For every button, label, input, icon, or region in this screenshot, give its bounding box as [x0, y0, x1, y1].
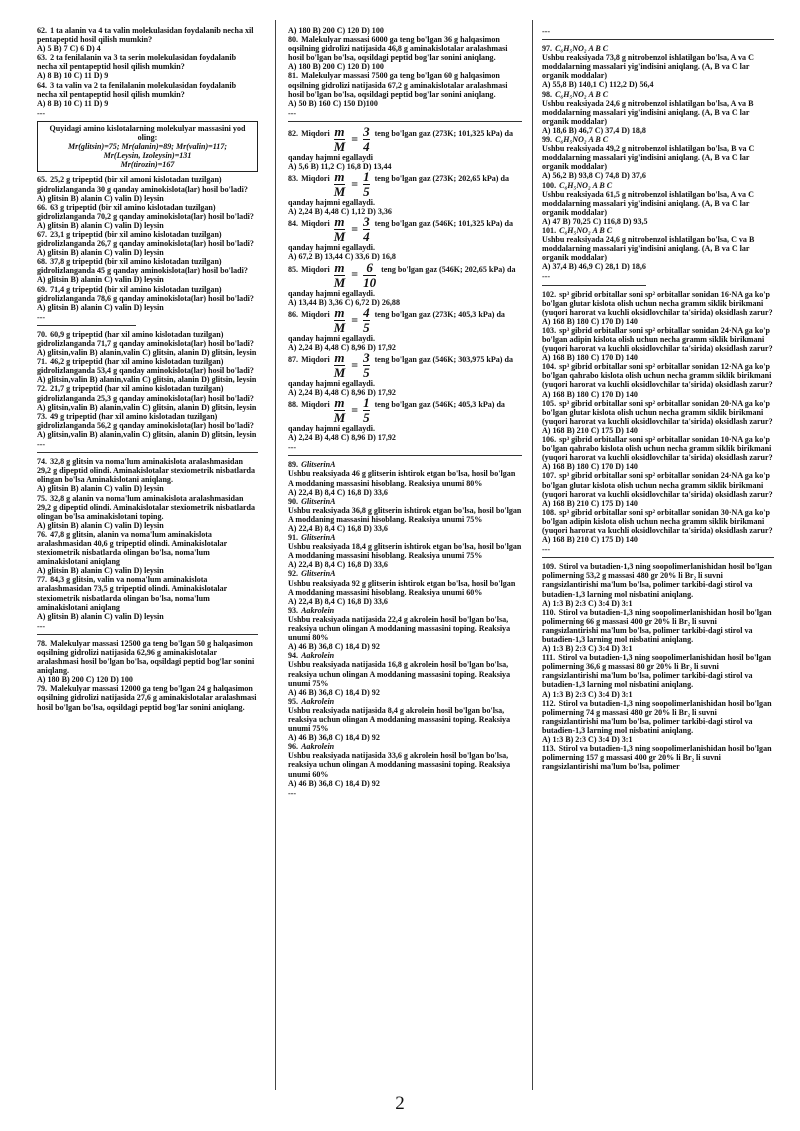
question-94-text: Ushbu reaksiyada natijasida 16,8 g akrolein hosil bo'lgan bo'lsa, reaksiya uchun olingan A moddaning massasini toping. Reaksiya unumi 75% — [288, 660, 511, 688]
options-72: A) glitsin,valin B) alanin,valin C) glitsin, alanin D) glitsin, leysin — [37, 402, 257, 412]
options-89: A) 22,4 B) 8,4 C) 16,8 D) 33,6 — [288, 487, 388, 497]
question-86: 86. Miqdori $\frac{m}{M}$ = $\frac{4}{5}$ teng bo'lgan gaz (273K; 405,3 kPa) da qanday hajmni egallaydi. — [288, 304, 505, 343]
question-101-text: Ushbu reaksiyada 24,6 g nitrobenzol ishlatilgan bo'lsa, C va B moddalarning massalari yig'indisini aniqlang. (A, B va C lar organik moddalar) — [542, 235, 755, 263]
separator: --- — [288, 443, 297, 453]
question-82: 82. Miqdori $\frac{m}{M}$ = $\frac{3}{4}$ teng bo'lgan gaz (273K; 101,325 kPa) da qanday hajmni egallaydi — [288, 123, 513, 162]
separator: --- — [37, 621, 46, 631]
question-85: 85. Miqdori $\frac{m}{M}$ = $\frac{6}{10}$ teng bo'lgan gaz (546K; 202,65 kPa) da qanday hajmni egallaydi. — [288, 259, 516, 298]
options-100: A) 47 B) 70,25 C) 116,8 D) 93,5 — [542, 216, 648, 226]
horizontal-rule — [288, 455, 522, 456]
options-75: A) glitsin B) alanin C) valin D) leysin — [37, 520, 164, 530]
options-71: A) glitsin,valin B) alanin,valin C) glitsin, alanin D) glitsin, leysin — [37, 375, 257, 385]
column-divider — [532, 20, 533, 1090]
separator: --- — [542, 27, 551, 36]
question-68: 68. 37,8 g tripeptid (bir xil amino kislotadan tuzilgan) gidrolizlanganda 45 g qanday aminokislota(lar) hosil bo'ladi? — [37, 257, 248, 276]
reference-title: Quyidagi amino kislotalarning molekulyar massasini yod oling: — [49, 123, 246, 143]
question-113: 113. Stirol va butadien-1,3 ning soopolimerlanishidan hosil bo'lgan polimerning 157 g massasi 400 gr 20% li Br₂ li suvni rangsizlantirishi ma'lum bo'lsa, polimer — [542, 744, 772, 772]
horizontal-rule — [37, 452, 258, 453]
question-108: 108. sp³ gibrid orbitallar soni sp² orbitallar sonidan 30·NA ga ko'p bo'lgan adipin kislota olish uchun necha gramm siklik birikmani (yuqori harorat va kuchli oksidlovchilar ta'sirida) oksidlash zarur? — [542, 507, 773, 535]
reference-line: Mr(glitsin)=75; Mr(alanin)=89; Mr(valin)=117; — [67, 142, 228, 152]
options-64: A) 8 B) 10 C) 11 D) 9 — [37, 98, 109, 108]
options-63: A) 8 B) 10 C) 11 D) 9 — [37, 71, 109, 81]
question-62: 62. 1 ta alanin va 4 ta valin molekulasidan foydalanib necha xil pentapeptid hosil qilish mumkin? — [37, 26, 254, 45]
question-66: 66. 63 g tripeptid (bir xil amino kislotadan tuzilgan) gidrolizlanganda 70,2 g qanday aminokislota(lar) hosil bo'ladi? — [37, 202, 254, 221]
question-92: 92. GlitserinA — [288, 569, 336, 579]
question-107: 107. sp³ gibrid orbitallar soni sp² orbitallar sonidan 24·NA ga ko'p bo'lgan glutar kislota olish uchun necha gramm siklik birikmani (yuqori harorat va kuchli oksidlovchilar ta'sirida) oksidlash zarur? — [542, 471, 773, 499]
question-80: 80. Malekulyar massasi 6000 ga teng bo'lgan 36 g halqasimon oqsilning gidrolizi natijasida 46,8 g aminakislotalar aralashmasi hosil bo'lgan bo'lsa, oqsildagi peptid bog'lar sonini aniqlang. — [288, 35, 508, 63]
options-111: A) 1:3 B) 2:3 C) 3:4 D) 3:1 — [542, 689, 633, 699]
ratio-formula: $\frac{m}{M}$ = $\frac{3}{4}$ — [333, 214, 370, 245]
options-91: A) 22,4 B) 8,4 C) 16,8 D) 33,6 — [288, 560, 388, 570]
question-84: 84. Miqdori $\frac{m}{M}$ = $\frac{3}{4}$ teng bo'lgan gaz (546K; 101,325 kPa) da qanday hajmni egallaydi. — [288, 214, 513, 253]
question-77: 77. 84,3 g glitsin, valin va noma'lum aminakislota aralashmasidan 73,5 g tripeptid olindi. Aminakislotalar stexiometrik nisbatlarda olingan bo'lsa, noma'lum aminakislotani aniqlang — [37, 575, 228, 612]
question-74: 74. 32,8 g glitsin va noma'lum aminakislota aralashmasidan 29,2 g dipeptid olindi. Aminakislotalar stexiometrik nisbatlarda olingan bo'lsa Aminakislotani aniqlang. — [37, 457, 256, 485]
horizontal-rule — [37, 634, 258, 635]
amino-acid-reference-box — [37, 121, 258, 172]
column-divider — [275, 20, 276, 1090]
options-69: A) glitsin B) alanin C) valin D) leysin — [37, 302, 164, 312]
question-103: 103. sp³ gibrid orbitallar soni sp² orbitallar sonidan 24·NA ga ko'p bo'lgan adipin kislota olish uchun necha gramm siklik birikmani (yuqori harorat va kuchli oksidlovchilar ta'sirida) oksidlash zarur? — [542, 325, 773, 354]
options-83: A) 2,24 B) 4,48 C) 1,12 D) 3,36 — [288, 207, 392, 217]
options-109: A) 1:3 B) 2:3 C) 3:4 D) 3:1 — [542, 598, 633, 608]
options-95: A) 46 B) 36,8 C) 18,4 D) 92 — [288, 733, 380, 743]
options-96: A) 46 B) 36,8 C) 18,4 D) 92 — [288, 778, 380, 788]
question-71: 71. 46,2 g tripeptid (har xil amino kislotadan tuzilgan) gidrolizlanganda 53,4 g qanday aminokislota(lar) hosil bo'ladi? — [37, 357, 254, 376]
question-93: 93. Aakrolein — [288, 605, 335, 615]
question-112: 112. Stirol va butadien-1,3 ning soopolimerlanishidan hosil bo'lgan polimerning 74 g massasi 480 gr 20% li Br₂ li suvni rangsizlantirishi ma'lum bo'lsa, polimer tarkibi-dagi stirol va butadien-1,3 larning mol nisbatini aniqlang. — [542, 698, 772, 735]
ratio-formula: $\frac{m}{M}$ = $\frac{1}{5}$ — [333, 169, 370, 200]
question-90: 90. GlitserinA — [288, 496, 336, 506]
horizontal-rule — [542, 39, 774, 40]
options-103: A) 168 B) 180 C) 170 D) 140 — [542, 353, 638, 363]
options-66: A) glitsin B) alanin C) valin D) leysin — [37, 220, 164, 230]
question-99: 99. C₆H₅NO₂ A B C — [542, 135, 609, 145]
options-102: A) 168 B) 180 C) 170 D) 140 — [542, 316, 638, 326]
options-99: A) 56,2 B) 93,8 C) 74,8 D) 37,6 — [542, 171, 646, 181]
options-98: A) 18,6 B) 46,7 C) 37,4 D) 18,8 — [542, 125, 646, 135]
options-79: A) 180 B) 200 C) 120 D) 100 — [288, 26, 384, 35]
question-99-text: Ushbu reaksiyada 49,2 g nitrobenzol ishlatilgan bo'lsa, B va C moddalarning massalari yig'indisini aniqlang. (A, B va C lar organik moddalar) — [542, 144, 755, 172]
question-96-text: Ushbu reaksiyada natijasida 33,6 g akrolein hosil bo'lgan bo'lsa, reaksiya uchun olingan A moddaning massasini toping. Reaksiya unumi 60% — [288, 751, 511, 779]
options-77: A) glitsin B) alanin C) valin D) leysin — [37, 611, 164, 621]
ratio-formula: $\frac{m}{M}$ = $\frac{6}{10}$ — [333, 259, 377, 290]
separator: --- — [37, 108, 46, 118]
options-73: A) glitsin,valin B) alanin,valin C) glitsin, alanin D) glitsin, leysin — [37, 429, 257, 439]
question-111: 111. Stirol va butadien-1,3 ning soopolimerlanishidan hosil bo'lgan polimerning 36,6 g massasi 80 gr 20% li Br₂ li suvni rangsizlantirishi ma'lum bo'lsa, polimer tarkibi-dagi stirol va butadien-1,3 larning mol nisbatini aniqlang. — [542, 653, 772, 690]
question-102: 102. sp³ gibrid orbitallar soni sp² orbitallar sonidan 16·NA ga ko'p bo'lgan glutar kislota olish uchun necha gramm siklik birikmani (yuqori harorat va kuchli oksidlovchilar ta'sirida) oksidlash zarur? — [542, 289, 773, 317]
question-97: 97. C₆H₅NO₂ A B C — [542, 44, 609, 54]
options-76: A) glitsin B) alanin C) valin D) leysin — [37, 566, 164, 576]
options-105: A) 168 B) 210 C) 175 D) 140 — [542, 425, 638, 435]
options-65: A) glitsin B) alanin C) valin D) leysin — [37, 193, 164, 203]
question-100: 100. C₆H₅NO₂ A B C — [542, 180, 613, 190]
question-90-text: Ushbu reaksiyada 36,8 g glitserin ishtirok etgan bo'lsa, hosil bo'lgan A moddaning massasini hisoblang. Reaksiya unumi 75% — [288, 505, 522, 524]
reference-line: Mr(tirozin)=167 — [120, 160, 175, 170]
options-67: A) glitsin B) alanin C) valin D) leysin — [37, 248, 164, 258]
question-78: 78. Malekulyar massasi 12500 ga teng bo'lgan 50 g halqasimon oqsilning gidrolizi natijasida 62,96 g aminakislotalar aralashmasi hosil bo'lgan bo'lsa, oqsildagi peptid bog'lar sonini aniqlang. — [37, 638, 255, 676]
options-85: A) 13,44 B) 3,36 C) 6,72 D) 26,88 — [288, 297, 400, 307]
question-100-text: Ushbu reaksiyada 61,5 g nitrobenzol ishlatilgan bo'lsa, A va C moddalarning massalari yig'indisini aniqlang. (A, B va C lar organik moddalar) — [542, 189, 754, 217]
question-83: 83. Miqdori $\frac{m}{M}$ = $\frac{1}{5}$ teng bo'lgan gaz (273K; 202,65 kPa) da qanday hajmni egallaydi. — [288, 169, 509, 208]
question-98-text: Ushbu reaksiyada 24,6 g nitrobenzol ishlatilgan bo'lsa, A va B moddalarning massalari yig'indisini aniqlang. (A, B va C lar organik moddalar) — [542, 98, 754, 126]
question-89-text: Ushbu reaksiyada 46 g glitserin ishtirok etgan bo'lsa, hosil bo'lgan A moddaning massasini hisoblang. Reaksiya unumi 80% — [288, 469, 516, 488]
horizontal-rule — [37, 325, 136, 326]
options-108: A) 168 B) 210 C) 175 D) 140 — [542, 535, 638, 545]
question-106: 106. sp³ gibrid orbitallar soni sp² orbitallar sonidan 10·NA ga ko'p bo'lgan qahrabo kislota olish uchun necha gramm siklik birikmani (yuqori harorat va kuchli oksidlovchilar ta'sirida) oksidlash zarur? — [542, 435, 773, 463]
separator: --- — [37, 440, 46, 450]
options-86: A) 2,24 B) 4,48 C) 8,96 D) 17,92 — [288, 342, 396, 352]
options-112: A) 1:3 B) 2:3 C) 3:4 D) 3:1 — [542, 735, 633, 745]
options-110: A) 1:3 B) 2:3 C) 3:4 D) 3:1 — [542, 644, 633, 654]
separator: --- — [542, 272, 551, 282]
options-104: A) 168 B) 180 C) 170 D) 140 — [542, 389, 638, 399]
question-79: 79. Malekulyar massasi 12000 ga teng bo'lgan 24 g halqasimon oqsilning gidrolizi natijasida 27,6 g aminakislotalar aralashmasi hosil bo'lgan bo'lsa, oqsildagi peptid bog'lar sonini aniqlang. — [37, 684, 257, 712]
separator: --- — [288, 788, 297, 798]
question-95-text: Ushbu reaksiyada natijasida 8,4 g akrolein hosil bo'lgan bo'lsa, reaksiya uchun olingan A moddaning massasini toping. Reaksiya unumi 75% — [288, 705, 511, 734]
options-107: A) 168 B) 210 C) 175 D) 140 — [542, 498, 638, 508]
column-left — [37, 26, 258, 1076]
question-88: 88. Miqdori $\frac{m}{M}$ = $\frac{1}{5}$ teng bo'lgan gaz (546K; 405,3 kPa) da qanday hajmni egallaydi. — [288, 395, 505, 434]
question-96: 96. Aakrolein — [288, 742, 335, 752]
ratio-formula: $\frac{m}{M}$ = $\frac{1}{5}$ — [333, 395, 370, 426]
question-104: 104. sp³ gibrid orbitallar soni sp² orbitallar sonidan 12·NA ga ko'p bo'lgan qahrabo kislota olish uchun necha gramm siklik birikmani (yuqori harorat va kuchli oksidlovchilar ta'sirida) oksidlash zarur? — [542, 362, 773, 390]
separator: --- — [288, 108, 297, 118]
options-82: A) 5,6 B) 11,2 C) 16,8 D) 13,44 — [288, 162, 392, 172]
ratio-formula: $\frac{m}{M}$ = $\frac{3}{4}$ — [333, 123, 370, 154]
question-95: 95. Aakrolein — [288, 696, 335, 706]
question-70: 70. 60,9 g tripeptid (har xil amino kislotadan tuzilgan) gidrolizlanganda 71,7 g qanday aminokislota(lar) hosil bo'ladi? — [37, 329, 254, 348]
question-72: 72. 21,7 g tripeptid (har xil amino kislotadan tuzilgan) gidrolizlanganda 25,3 g qanday aminokislota(lar) hosil bo'ladi? — [37, 384, 254, 403]
reference-line: Mr(Leysin, Izoleysin)=131 — [103, 151, 192, 161]
question-97-text: Ushbu reaksiyada 73,8 g nitrobenzol ishlatilgan bo'lsa, A va C moddalarning massalari yig'indisini aniqlang. (A, B va C lar organik moddalar) — [542, 53, 754, 81]
question-67: 67. 23,1 g tripeptid (bir xil amino kislotadan tuzilgan) gidrolizlanganda 26,7 g qanday aminokislota(lar) hosil bo'ladi? — [37, 229, 254, 249]
question-73: 73. 49 g tripeptid (har xil amino kislotadan tuzilgan) gidrolizlanganda 56,2 g qanday aminokislota(lar) hosil bo'ladi? — [37, 411, 254, 430]
question-81: 81. Malekulyar massasi 7500 ga teng bo'lgan 60 g halqasimon oqsilning gidrolizi natijasida 67,2 g aminakislotalar aralashmasi hosil bo'lgan bo'lsa, oqsildagi peptid bog'lar sonini aniqlang. — [288, 71, 508, 99]
question-87: 87. Miqdori $\frac{m}{M}$ = $\frac{3}{5}$ teng bo'lgan gaz (546K; 303,975 kPa) da qanday hajmni egallaydi. — [288, 349, 513, 388]
column-right — [542, 26, 774, 1076]
options-68: A) glitsin B) alanin C) valin D) leysin — [37, 275, 164, 285]
question-65: 65. 25,2 g tripeptid (bir xil amoni kislotadan tuzilgan) gidrolizlanganda 30 g qanday aminokislota(lar) hosil bo'ladi? — [37, 175, 248, 194]
horizontal-rule — [288, 121, 522, 122]
question-94: 94. Aakrolein — [288, 651, 335, 661]
horizontal-rule — [542, 285, 646, 286]
question-91-text: Ushbu reaksiyada 18,4 g glitserin ishtirok etgan bo'lsa, hosil bo'lgan A moddaning massasini hisoblang. Reaksiya unumi 75% — [288, 542, 522, 561]
options-84: A) 67,2 B) 13,44 C) 33,6 D) 16,8 — [288, 252, 396, 262]
question-110: 110. Stirol va butadien-1,3 ning soopolimerlanishidan hosil bo'lgan polimerning 66 g massasi 400 gr 20% li Br₂ li suvni rangsizlantirishi ma'lum bo'lsa, polimer tarkibi-dagi stirol va butadien-1,3 larning mol nisbatini aniqlang. — [542, 607, 772, 644]
ratio-formula: $\frac{m}{M}$ = $\frac{4}{5}$ — [333, 304, 370, 335]
question-63: 63. 2 ta fenilalanin va 3 ta serin molekulasidan foydalanib necha xil pentapeptid hosil qilish mumkin? — [37, 53, 237, 72]
options-92: A) 22,4 B) 8,4 C) 16,8 D) 33,6 — [288, 596, 388, 606]
column-middle — [288, 26, 522, 1076]
options-97: A) 55,8 B) 140,1 C) 112,2 D) 56,4 — [542, 80, 654, 90]
options-70: A) glitsin,valin B) alanin,valin C) glitsin, alanin D) glitsin, leysin — [37, 348, 257, 358]
question-109: 109. Stirol va butadien-1,3 ning soopolimerlanishidan hosil bo'lgan polimerning 53,2 g massasi 480 gr 20% li Br₂ li suvni rangsizlantirishi ma'lum bo'lsa, polimer tarkibi-dagi stirol va butadien-1,3 larning mol nisbatini aniqlang. — [542, 562, 773, 599]
options-62: A) 5 B) 7 C) 6 D) 4 — [37, 44, 101, 54]
question-92-text: Ushbu reaksiyada 92 g glitserin ishtirok etgan bo'lsa, hosil bo'lgan A moddaning massasini hisoblang. Reaksiya unumi 60% — [288, 578, 516, 597]
question-93-text: Ushbu reaksiyada natijasida 22,4 g akrolein hosil bo'lgan bo'lsa, reaksiya uchun olingan A moddaning massasini toping. Reaksiya unumi 80% — [288, 614, 511, 643]
question-91: 91. GlitserinA — [288, 533, 336, 543]
separator: --- — [542, 545, 551, 555]
options-106: A) 168 B) 180 C) 170 D) 140 — [542, 462, 638, 472]
ratio-formula: $\frac{m}{M}$ = $\frac{3}{5}$ — [333, 349, 370, 380]
options-80: A) 180 B) 200 C) 120 D) 100 — [288, 62, 384, 72]
separator: --- — [37, 312, 46, 322]
options-90: A) 22,4 B) 8,4 C) 16,8 D) 33,6 — [288, 524, 388, 533]
question-98: 98. C₆H₅NO₂ A B C — [542, 89, 609, 99]
options-94: A) 46 B) 36,8 C) 18,4 D) 92 — [288, 687, 380, 697]
question-101: 101. C₆H₅NO₂ A B C — [542, 225, 613, 235]
page-number: 2 — [395, 1093, 405, 1114]
options-74: A) glitsin B) alanin C) valin D) leysin — [37, 484, 164, 494]
options-93: A) 46 B) 36,8 C) 18,4 D) 92 — [288, 642, 380, 652]
question-69: 69. 71,4 g tripeptid (bir xil amino kislotadan tuzilgan) gidrolizlanganda 78,6 g qanday aminokislota(lar) hosil bo'ladi? — [37, 284, 254, 303]
options-87: A) 2,24 B) 4,48 C) 8,96 D) 17,92 — [288, 387, 396, 397]
options-78: A) 180 B) 200 C) 120 D) 100 — [37, 675, 133, 685]
question-64: 64. 3 ta valin va 2 ta fenilalanin molekulasidan foydalanib necha xil pentapeptid hosil qilish mumkin? — [37, 80, 237, 99]
question-75: 75. 32,8 g alanin va noma'lum aminakislota aralashmasidan 29,2 g dipeptid olindi. Aminakislotalar stexiometrik nisbatlarda olingan bo'lsa aminakislotani toping. — [37, 493, 256, 521]
options-81: A) 50 B) 160 C) 150 D)100 — [288, 98, 378, 108]
horizontal-rule — [542, 557, 774, 558]
options-88: A) 2,24 B) 4,48 C) 8,96 D) 17,92 — [288, 433, 396, 443]
question-105: 105. sp³ gibrid orbitallar soni sp² orbitallar sonidan 20·NA ga ko'p bo'lgan glutar kislota olish uchun necha gramm siklik birikmani (yuqori harorat va kuchli oksidlovchilar ta'sirida) oksidlash zarur? — [542, 398, 773, 426]
question-76: 76. 47,8 g glitsin, alanin va noma'lum aminakislota aralashmasidan 40,6 g tripeptid olindi. Aminakislotalar stexiometrik nisbatlarda olingan bo'lsa, noma'lum aminakislotani aniqlang — [37, 529, 228, 567]
options-101: A) 37,4 B) 46,9 C) 28,1 D) 18,6 — [542, 262, 646, 272]
question-89: 89. GlitserinA — [288, 460, 336, 470]
